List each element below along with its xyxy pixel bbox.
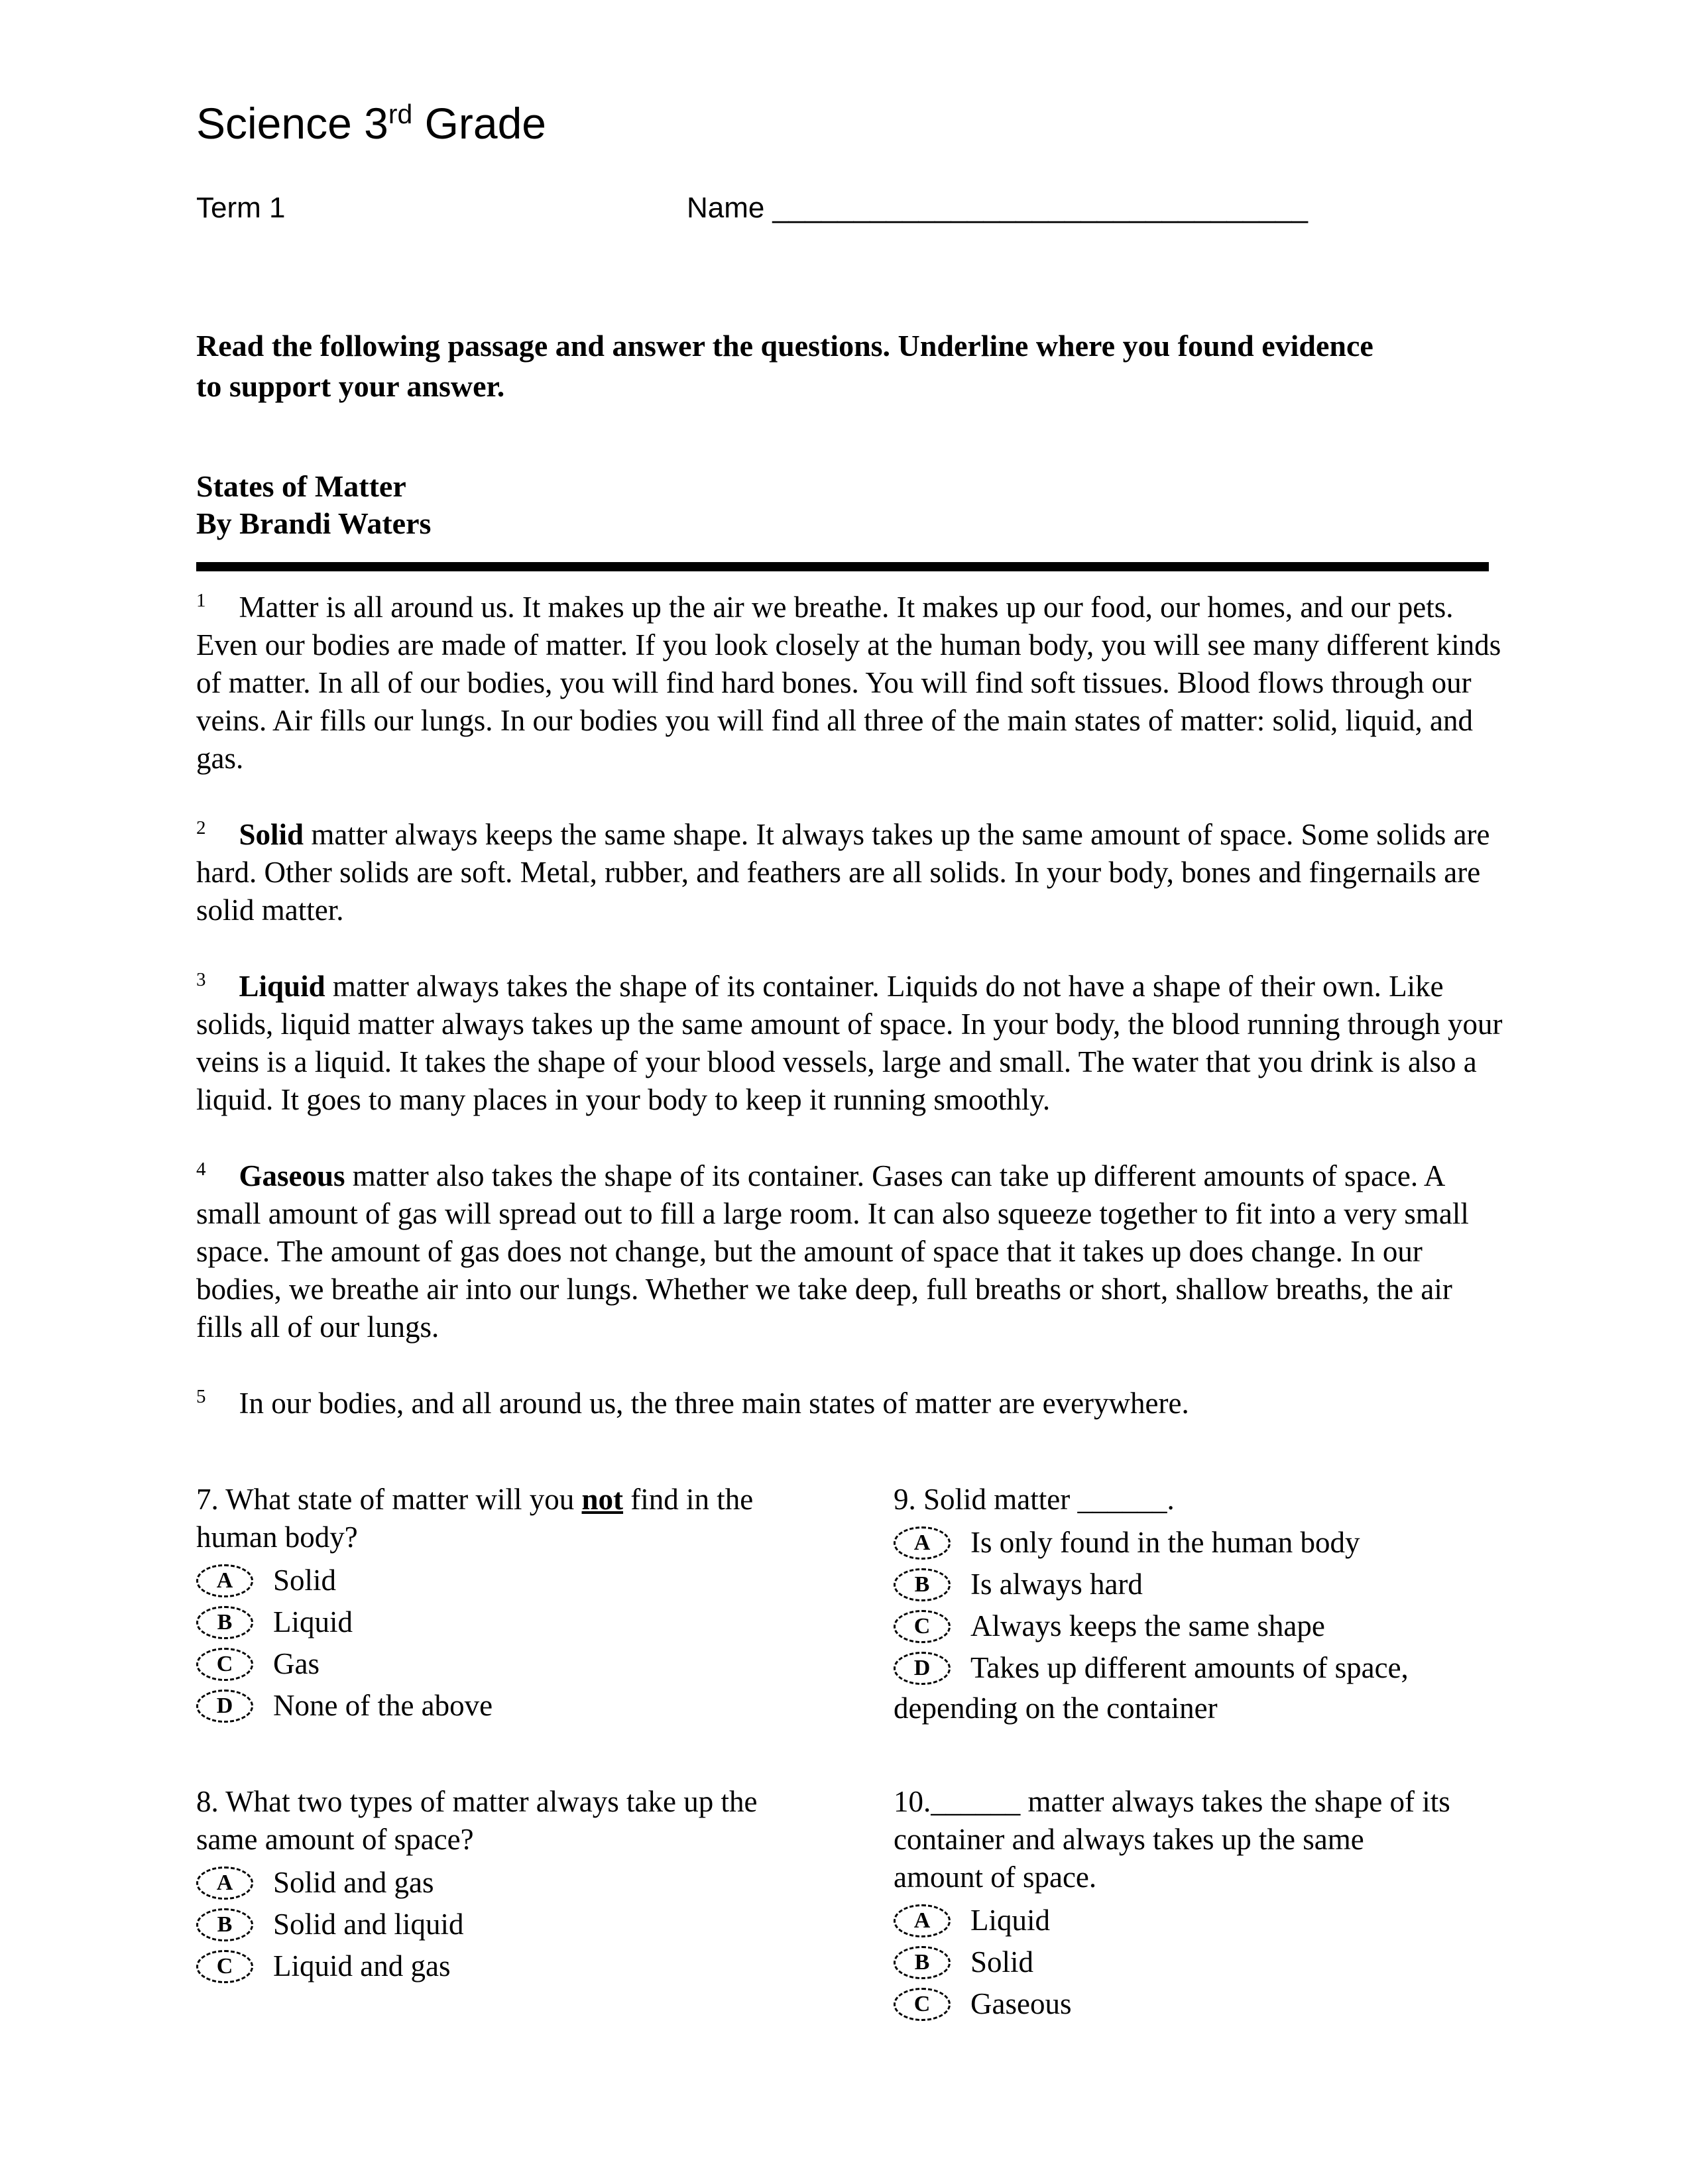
question-7-option-b (196, 1603, 894, 1641)
question-10-option-b (894, 1943, 1505, 1981)
paragraph-text: matter also takes the shape of its container. Gases can take up different amounts of space. A small amount of gas will spread out to fill a large room. It can also squeeze together to fit into a very small space. The amount of gas does not change, but the amount of space that it takes up does change. In our bodies, we breathe air into our lungs. Whether we take deep, full breaths or short, shallow breaths, the air fills all of our lungs. (196, 1159, 1469, 1344)
question-10 (894, 1783, 1505, 2023)
question-8-option-c (196, 1947, 894, 1985)
paragraph-lead: Liquid (239, 970, 325, 1004)
answer-bubble-a[interactable]: A (196, 1564, 253, 1597)
answer-bubble-a[interactable]: A (196, 1867, 253, 1900)
instructions-text: Read the following passage and answer the questions. Underline where you found evidence to support your answer. (196, 328, 1373, 404)
passage-paragraph-1 (196, 589, 1505, 777)
question-text-post: find in the human body? (196, 1483, 754, 1554)
term-label: Term 1 (196, 191, 286, 224)
question-10-option-c (894, 1985, 1505, 2023)
paragraph-lead: Solid (239, 818, 304, 852)
answer-bubble-c[interactable]: C (196, 1950, 253, 1983)
name-label: Name (687, 191, 765, 224)
option-label: Is only found in the human body (970, 1526, 1360, 1560)
question-10-stem (894, 1783, 1457, 1896)
question-9-option-d (894, 1649, 1505, 1687)
passage-title: States of Matter (196, 469, 406, 503)
answer-bubble-c[interactable]: C (894, 1610, 951, 1643)
question-emphasis: not (581, 1483, 624, 1517)
answer-bubble-a[interactable]: A (894, 1526, 951, 1560)
question-8-option-a (196, 1864, 894, 1902)
answer-bubble-d[interactable]: D (894, 1652, 951, 1685)
question-7 (196, 1481, 894, 1727)
answer-bubble-b[interactable]: B (196, 1908, 253, 1941)
question-number: 7. (196, 1483, 219, 1517)
question-8-option-b (196, 1906, 894, 1943)
question-number: 9. (894, 1483, 916, 1517)
question-8-stem (196, 1783, 826, 1859)
answer-bubble-b[interactable]: B (894, 1568, 951, 1601)
option-label-continuation: depending on the container (894, 1692, 1218, 1725)
paragraph-text: Matter is all around us. It makes up the air we breathe. It makes up our food, our homes, and our pets. Even our bodies are made of matter. If you look closely at the human body, you will see many different kinds of matter. In all of our bodies, you will find hard bones. You will find soft tissues. Blood flows through our veins. Air fills our lungs. In our bodies you will find all three of the main states of matter: solid, liquid, and gas. (196, 591, 1501, 776)
option-label: None of the above (273, 1689, 493, 1723)
option-label: Always keeps the same shape (970, 1609, 1325, 1643)
page-title (196, 99, 1505, 148)
passage-paragraph-2 (196, 816, 1505, 929)
passage-paragraph-4 (196, 1157, 1505, 1346)
answer-bubble-d[interactable]: D (196, 1690, 253, 1723)
paragraph-number: 1 (196, 590, 206, 612)
question-number: 8. (196, 1785, 219, 1819)
answer-bubble-c[interactable]: C (894, 1988, 951, 2021)
divider-rule (196, 562, 1489, 571)
question-9-stem (894, 1481, 1457, 1519)
question-text-pre: What two types of matter always take up the same amount of space? (196, 1785, 758, 1857)
option-label: Gaseous (970, 1987, 1072, 2021)
option-label: Solid and liquid (273, 1908, 464, 1941)
option-label: Liquid (970, 1904, 1050, 1937)
questions-section (196, 1481, 1505, 2023)
option-label: Is always hard (970, 1568, 1143, 1601)
paragraph-number: 4 (196, 1159, 206, 1180)
paragraph-text: matter always takes the shape of its container. Liquids do not have a shape of their own. Like solids, liquid matter always takes up the same amount of space. In your body, the blood running through your veins is a liquid. It takes the shape of your blood vessels, large and small. The water that you drink is also a liquid. It goes to many places in your body to keep it running smoothly. (196, 970, 1503, 1117)
header-meta-row (196, 192, 1505, 225)
passage-byline: By Brandi Waters (196, 506, 432, 540)
page-title-superscript: rd (388, 99, 413, 129)
passage-paragraph-3 (196, 968, 1505, 1119)
question-7-option-a (196, 1562, 894, 1599)
question-10-option-a (894, 1902, 1505, 1939)
option-label: Takes up different amounts of space, (970, 1651, 1409, 1685)
paragraph-number: 5 (196, 1386, 206, 1408)
option-label: Gas (273, 1647, 320, 1681)
option-label: Liquid (273, 1605, 353, 1639)
answer-bubble-b[interactable]: B (196, 1606, 253, 1639)
paragraph-lead: Gaseous (239, 1159, 345, 1193)
answer-bubble-c[interactable]: C (196, 1648, 253, 1681)
page-title-main: Science 3 (196, 99, 388, 148)
name-blank-line[interactable]: _________________________________ (772, 191, 1308, 224)
question-7-option-d (196, 1687, 894, 1725)
question-9 (894, 1481, 1505, 1727)
option-label: Solid and gas (273, 1866, 434, 1900)
question-9-option-b (894, 1566, 1505, 1603)
paragraph-number: 3 (196, 969, 206, 991)
question-9-option-c (894, 1607, 1505, 1645)
question-text-pre: What state of matter will you (218, 1483, 582, 1517)
option-label: Solid (970, 1945, 1034, 1979)
question-7-option-c (196, 1645, 894, 1683)
option-label: Solid (273, 1564, 337, 1597)
paragraph-text: In our bodies, and all around us, the three main states of matter are everywhere. (239, 1387, 1189, 1420)
page-title-tail: Grade (412, 99, 547, 148)
paragraph-text: matter always keeps the same shape. It always takes up the same amount of space. Some solids are hard. Other solids are soft. Metal, rubber, and feathers are all solids. In your body, bones and fingernails are solid matter. (196, 818, 1490, 927)
question-number: 10. (894, 1785, 931, 1819)
answer-bubble-b[interactable]: B (894, 1946, 951, 1979)
question-7-stem (196, 1481, 826, 1556)
option-label: Liquid and gas (273, 1949, 451, 1983)
question-text-pre: ______ matter always takes the shape of its container and always takes up the same amount of space. (894, 1785, 1450, 1894)
passage-paragraph-5 (196, 1385, 1505, 1422)
question-8 (196, 1783, 894, 2023)
question-text-pre: Solid matter ______. (915, 1483, 1175, 1517)
answer-bubble-a[interactable]: A (894, 1904, 951, 1937)
question-9-option-a (894, 1524, 1505, 1562)
paragraph-number: 2 (196, 817, 206, 839)
